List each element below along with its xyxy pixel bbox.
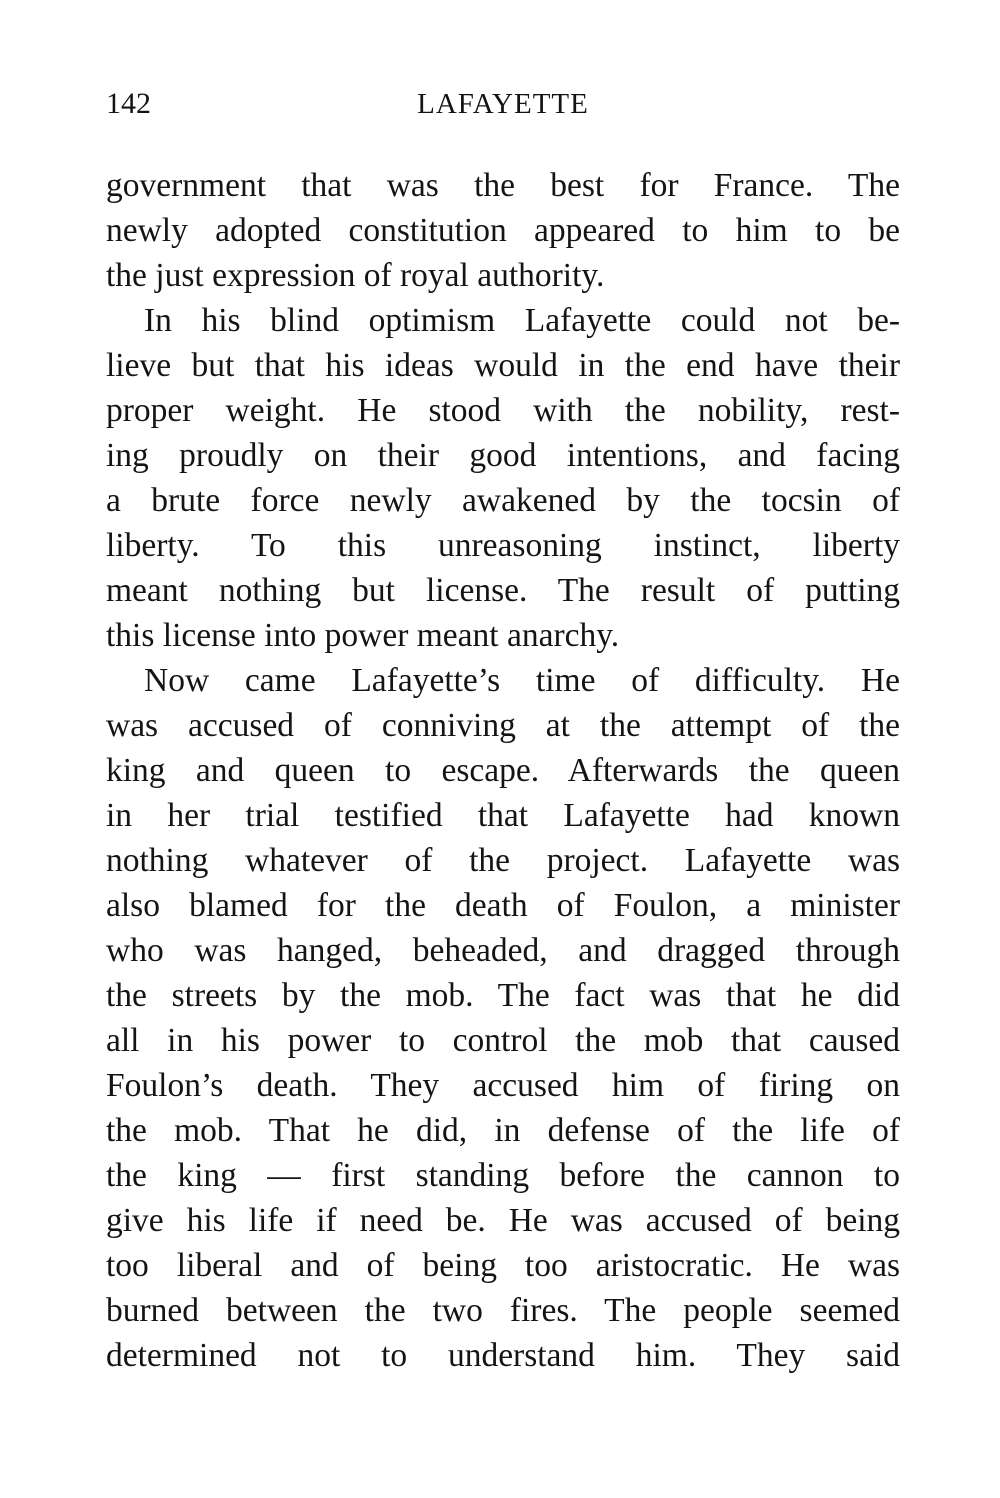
page-header — [106, 84, 900, 124]
text-line: the king — first standing before the cannon to — [106, 1157, 900, 1194]
text-line: give his life if need be. He was accused of being — [106, 1202, 900, 1239]
page-number: 142 — [106, 87, 151, 120]
running-title: LAFAYETTE — [417, 88, 589, 120]
text-line: burned between the two fires. The people seemed — [106, 1292, 900, 1329]
body-text — [106, 163, 900, 1378]
text-line: ing proudly on their good intentions, and facing — [106, 437, 900, 474]
text-line: nothing whatever of the project. Lafayette was — [106, 842, 900, 879]
text-line: a brute force newly awakened by the tocsin of — [106, 482, 900, 519]
text-line: meant nothing but license. The result of putting — [106, 572, 900, 609]
text-line: Now came Lafayette’s time of difficulty. He — [144, 662, 900, 699]
text-line: king and queen to escape. Afterwards the queen — [106, 752, 900, 789]
text-line: was accused of conniving at the attempt of the — [106, 707, 900, 744]
text-line: determined not to understand him. They said — [106, 1337, 900, 1374]
text-line: liberty. To this unreasoning instinct, liberty — [106, 527, 900, 564]
text-line: also blamed for the death of Foulon, a minister — [106, 887, 900, 924]
text-line: all in his power to control the mob that caused — [106, 1022, 900, 1059]
text-line: government that was the best for France. The — [106, 167, 900, 204]
text-line: proper weight. He stood with the nobility, rest- — [106, 392, 900, 429]
text-line: the mob. That he did, in defense of the life of — [106, 1112, 900, 1149]
text-line: the just expression of royal authority. — [106, 257, 605, 294]
text-line: lieve but that his ideas would in the end have their — [106, 347, 900, 384]
text-line: the streets by the mob. The fact was that he did — [106, 977, 900, 1014]
text-line: too liberal and of being too aristocratic. He was — [106, 1247, 900, 1284]
text-line: newly adopted constitution appeared to him to be — [106, 212, 900, 249]
text-line: Foulon’s death. They accused him of firing on — [106, 1067, 900, 1104]
text-line: who was hanged, beheaded, and dragged through — [106, 932, 900, 969]
text-line: in her trial testified that Lafayette had known — [106, 797, 900, 834]
text-line: In his blind optimism Lafayette could not be- — [144, 302, 900, 339]
text-line: this license into power meant anarchy. — [106, 617, 620, 654]
